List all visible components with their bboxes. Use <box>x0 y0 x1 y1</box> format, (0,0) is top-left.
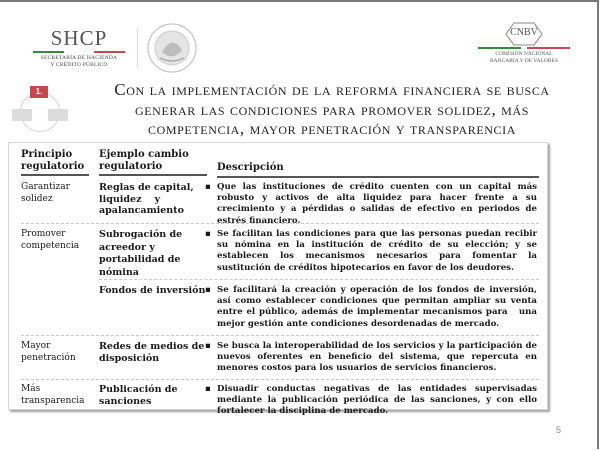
cycle-box-left <box>12 109 32 121</box>
header-principle <box>21 149 84 172</box>
logo-divider <box>137 28 138 68</box>
cell-line: transparencia <box>21 395 85 406</box>
cell-line: Garantizar <box>21 182 70 192</box>
cnbv-logo-title: CNBV <box>510 27 538 38</box>
cell-line: liquidez y <box>99 193 161 205</box>
cell-line: Más <box>21 384 41 394</box>
cell-line: penetración <box>21 352 76 363</box>
cell-line: Fondos de inversión <box>99 285 206 296</box>
bullet-icon: ▪ <box>205 182 211 192</box>
header-principle-line: regulatorio <box>21 160 85 172</box>
cell-line: disposición <box>99 352 160 364</box>
header-underline <box>99 174 207 176</box>
bullet-icon: ▪ <box>205 285 211 295</box>
page-number: 5 <box>556 425 562 435</box>
cnbv-logo <box>478 22 570 65</box>
table-row-description <box>203 182 537 227</box>
cell-line: Redes de medios de <box>99 341 205 352</box>
cnbv-logo-line1: COMISIÓN NACIONAL <box>495 50 553 57</box>
row-divider <box>99 279 539 280</box>
description-text: Se busca la interoperabilidad de los servicios y la participación de nuevos oferentes en beneficio del sistema, que repercuta en menores costos para los usuarios de servicios financieros. <box>217 341 537 374</box>
cnbv-logo-line2: BANCARIA Y DE VALORES <box>490 57 558 64</box>
header-example <box>99 149 189 172</box>
row-divider <box>21 379 539 380</box>
header-underline <box>21 174 89 176</box>
cell-line: Mayor <box>21 341 51 351</box>
table-row-example <box>99 229 182 279</box>
table-row-description <box>203 384 537 418</box>
cell-line: apalancamiento <box>99 205 184 216</box>
cell-line: Reglas de capital, <box>99 182 194 193</box>
description-text: Disuadir conductas negativas de las entidades supervisadas mediante la publicación periódica de las sanciones, y con ello fortalecer la disciplina de mercado. <box>217 384 537 417</box>
regulation-table <box>8 142 548 417</box>
flag-stripe <box>33 51 125 53</box>
table-row-example <box>99 341 204 364</box>
step-badge: 1. <box>30 86 48 98</box>
cell-line: Subrogación de <box>99 229 183 240</box>
bullet-icon: ▪ <box>205 341 211 351</box>
table-row-description <box>203 285 540 330</box>
cnbv-emblem-icon <box>505 22 543 44</box>
header-example-line: Ejemplo cambio <box>99 149 189 160</box>
shcp-logo-line2: Y CRÉDITO PÚBLICO <box>50 62 108 68</box>
row-divider <box>21 223 539 224</box>
title-line: Con la implementación de la reforma financiera se busca <box>114 80 550 99</box>
header-description: Descripción <box>217 162 284 173</box>
table-row-description <box>203 341 537 375</box>
description-text: Se facilitan las condiciones para que las personas puedan recibir su nómina en la institución de crédito de su elección; y se establecen los mecanismos necesarios para fomentar la sustitución de créditos hipotecarios en favor de los deudores. <box>217 229 537 273</box>
row-divider <box>21 335 539 336</box>
cell-line: Promover <box>21 229 66 239</box>
cell-line: acreedor y <box>99 241 155 253</box>
cell-line: Publicación de <box>99 384 178 395</box>
table-row-principle <box>21 384 85 407</box>
table-row-example <box>99 384 177 407</box>
cycle-diagram-icon <box>10 84 70 134</box>
cell-line: competencia <box>21 240 80 251</box>
shcp-logo <box>33 27 125 69</box>
cell-line: sanciones <box>99 395 152 407</box>
description-text: Que las instituciones de crédito cuenten con un capital más robusto y activos de alta liquidez para hacer frente a su crecimiento y a pérdidas o salidas de efectivo en periodos de estrés financiero. <box>217 182 537 226</box>
table-row-principle <box>21 229 79 252</box>
flag-stripe <box>478 47 570 49</box>
table-row-principle <box>21 341 76 364</box>
table-row-principle <box>21 182 70 205</box>
mexican-seal-icon <box>146 22 198 74</box>
title-line: competencia, mayor penetración y transparencia <box>148 119 516 138</box>
table-row-example <box>99 285 205 297</box>
cell-line: solidez <box>21 193 53 204</box>
table-row-description <box>203 229 537 274</box>
bullet-icon: ▪ <box>205 384 211 394</box>
cycle-box-right <box>48 109 68 121</box>
title-line: generar las condiciones para promover solidez, más <box>134 99 529 119</box>
header-example-line: regulatorio <box>99 160 163 172</box>
description-text: Se facilitará la creación y operación de los fondos de inversión, así como establecer condiciones que permitan ampliar su venta entre el público, además de implementar mecanismos para una mejor gestión ante condiciones desordenadas de mercado. <box>217 285 540 329</box>
bullet-icon: ▪ <box>205 229 211 239</box>
page-title <box>82 80 582 139</box>
header-principle-line: Principio <box>21 149 73 160</box>
table-row-example <box>99 182 194 217</box>
shcp-logo-line1: SECRETARÍA DE HACIENDA <box>40 55 118 61</box>
header-underline <box>217 176 539 178</box>
shcp-logo-title: SHCP <box>50 26 108 50</box>
cell-line: nómina <box>99 266 139 278</box>
cell-line: portabilidad de <box>99 254 181 265</box>
